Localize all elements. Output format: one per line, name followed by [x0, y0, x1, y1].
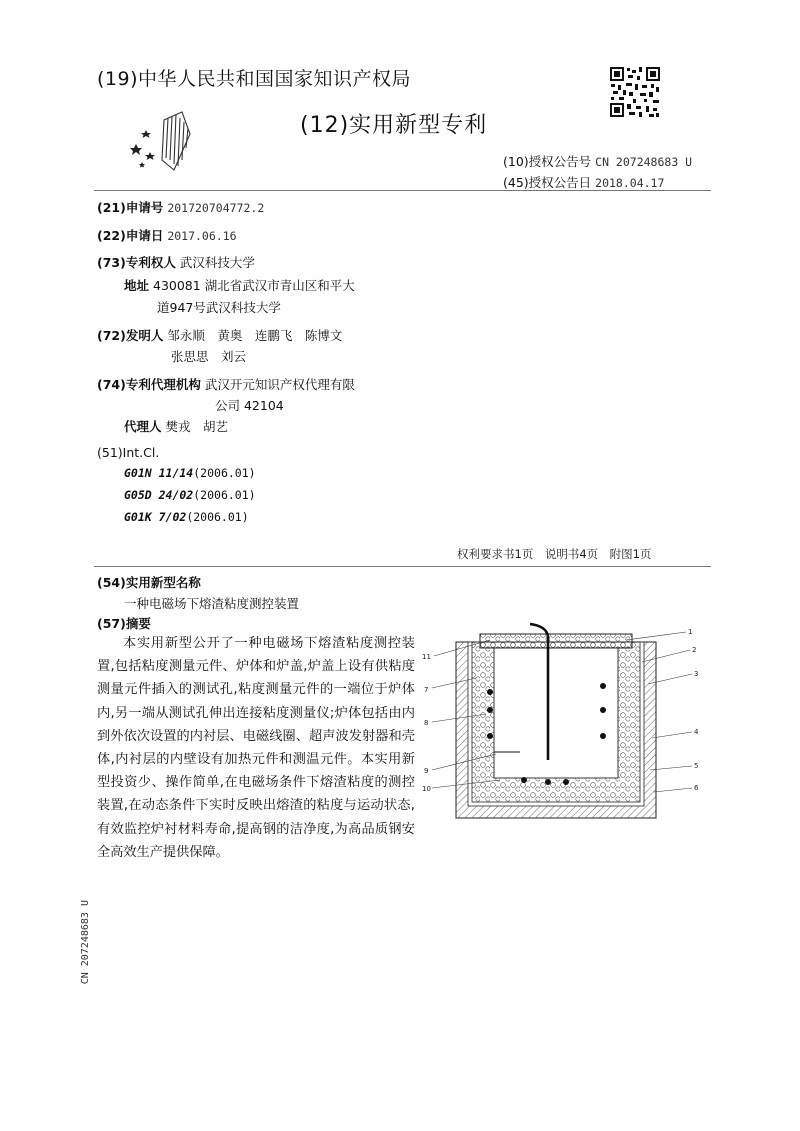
- ipc-code: G01N 11/14: [124, 466, 194, 480]
- agency-label: (74)专利代理机构: [97, 377, 201, 392]
- utility-model-title: 一种电磁场下熔渣粘度测控装置: [124, 596, 300, 611]
- utility-model-title-label: (54)实用新型名称: [97, 575, 201, 590]
- inventors: [97, 326, 342, 344]
- abstract-text: 本实用新型公开了一种电磁场下熔渣粘度测控装置,包括粘度测量元件、炉体和炉盖,炉盖上设有供粘度测量元件插入的测试孔,粘度测量元件的一端位于炉体内,另一端从测试孔伸出连接粘度测量仪;炉体包括由内到外依次设置的内衬层、电磁线圈、超声波发射器和壳体,内衬层的内壁设有加热元件和测温元件。本实用新型投资少、操作简单,在电磁场条件下熔渣粘度的测控装置,在动态条件下实时反映出熔渣的粘度与运动状态,有效监控炉衬材料寿命,提高钢的洁净度,为高品质钢安全高效生产提供保障。: [97, 636, 415, 860]
- address-line2: 道947号武汉科技大学: [157, 300, 281, 315]
- figure-label: 7: [424, 686, 429, 694]
- address: [124, 276, 355, 294]
- figure-label: 5: [694, 762, 699, 770]
- application-date-value: 2017.06.16: [167, 229, 237, 243]
- patentee-label: (73)专利权人: [97, 255, 176, 270]
- figure-label: 6: [694, 784, 699, 792]
- page-count-info: 权利要求书1页 说明书4页 附图1页: [457, 547, 652, 561]
- publication-date-label: (45)授权公告日: [503, 175, 592, 190]
- apparatus-figure: [420, 622, 710, 832]
- figure-label: 3: [694, 670, 699, 678]
- publication-date-value: 2018.04.17: [595, 176, 665, 190]
- agency-line1: 武汉开元知识产权代理有限: [204, 377, 355, 392]
- ipc-code: G05D 24/02: [124, 488, 194, 502]
- figure-label: 8: [424, 719, 429, 727]
- application-number: [97, 198, 264, 216]
- application-number-value: 201720704772.2: [167, 201, 265, 215]
- application-date: [97, 226, 237, 244]
- agent: [124, 417, 228, 435]
- agency-line2: 公司 42104: [215, 398, 284, 413]
- figure-label: 2: [692, 646, 697, 654]
- cnipa-logo-icon: [128, 108, 208, 174]
- figure-label: 4: [694, 728, 699, 736]
- inventors-line1: 邹永顺 黄奥 连鹏飞 陈博文: [167, 328, 343, 343]
- application-date-label: (22)申请日: [97, 228, 164, 243]
- inventors-line2: 张思思 刘云: [171, 349, 247, 364]
- patent-office-name: (19)中华人民共和国国家知识产权局: [97, 68, 412, 90]
- ipc-entry: [124, 488, 256, 502]
- figure-label: 10: [422, 785, 431, 793]
- figure-label: 11: [422, 653, 431, 661]
- figure-label: 9: [424, 767, 429, 775]
- ipc-version: (2006.01): [193, 488, 256, 502]
- pages-divider: [94, 566, 711, 567]
- publication-number-label: (10)授权公告号: [503, 154, 592, 169]
- agent-label: 代理人: [124, 419, 162, 434]
- publication-number: [503, 152, 692, 170]
- abstract-label: (57)摘要: [97, 616, 151, 631]
- patentee-value: 武汉科技大学: [179, 255, 255, 270]
- side-publication-number: CN 207248683 U: [80, 900, 91, 985]
- application-number-label: (21)申请号: [97, 200, 164, 215]
- inventors-label: (72)发明人: [97, 328, 164, 343]
- ipc-entry: [124, 466, 256, 480]
- ipc-version: (2006.01): [193, 466, 256, 480]
- address-label: 地址: [124, 278, 150, 293]
- int-cl-label: (51)Int.Cl.: [97, 445, 160, 460]
- patentee: [97, 253, 255, 271]
- qr-code-icon[interactable]: [609, 66, 661, 118]
- agent-value: 樊戎 胡艺: [165, 419, 229, 434]
- figure-label: 1: [688, 628, 693, 636]
- ipc-entry: [124, 510, 249, 524]
- patent-agency: [97, 375, 355, 393]
- header-divider: [94, 190, 711, 191]
- ipc-version: (2006.01): [186, 510, 249, 524]
- patent-type-title: (12)实用新型专利: [300, 113, 488, 138]
- publication-number-value: CN 207248683 U: [595, 155, 693, 169]
- publication-date: [503, 173, 664, 191]
- address-line1: 430081 湖北省武汉市青山区和平大: [153, 278, 355, 293]
- ipc-code: G01K 7/02: [124, 510, 187, 524]
